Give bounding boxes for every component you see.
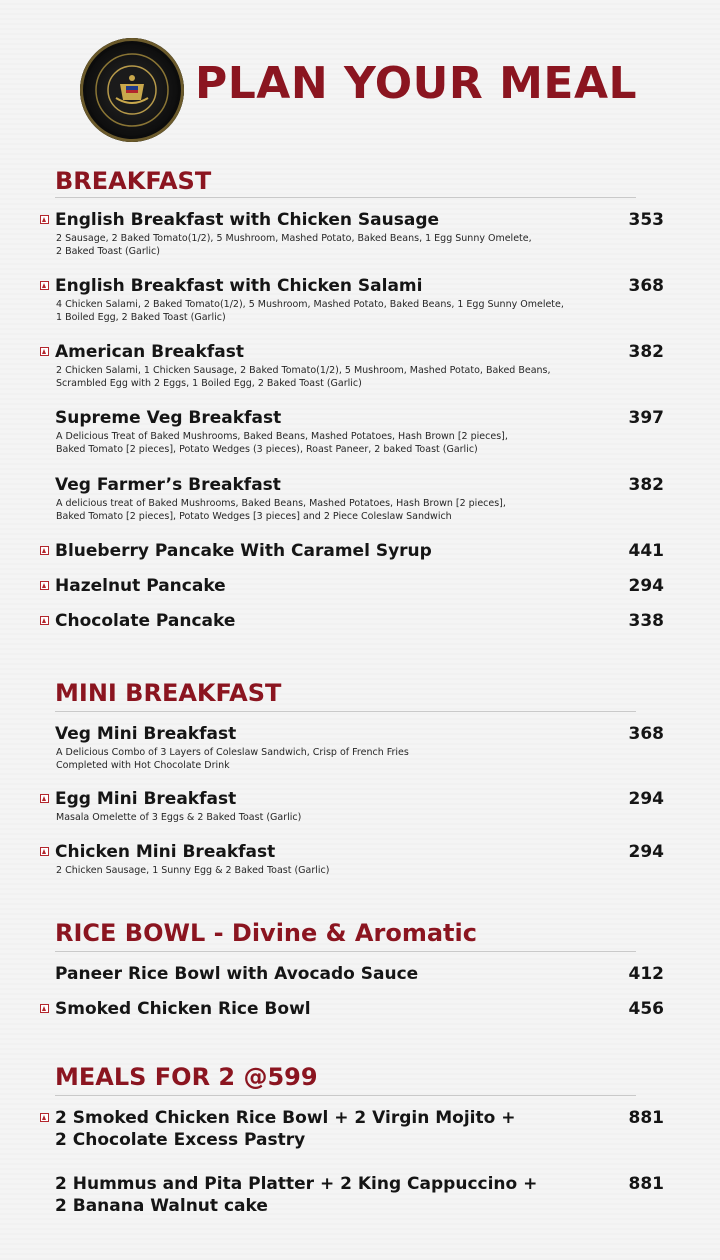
item-price: 353: [628, 210, 664, 230]
item-name: Veg Mini Breakfast: [55, 724, 237, 744]
non-veg-icon: [40, 1004, 49, 1013]
description-line: A delicious treat of Baked Mushrooms, Baked Beans, Mashed Potatoes, Hash Brown [2 pieces],: [56, 498, 506, 509]
item-price: 456: [628, 999, 664, 1019]
item-name-line: 2 Hummus and Pita Platter + 2 King Cappuccino +: [55, 1174, 538, 1194]
description-line: 2 Sausage, 2 Baked Tomato(1/2), 5 Mushroom, Mashed Potato, Baked Beans, 1 Egg Sunny Omelete,: [56, 233, 532, 244]
item-name: American Breakfast: [55, 342, 244, 362]
non-veg-icon: [40, 794, 49, 803]
description-line: 2 Chicken Salami, 1 Chicken Sausage, 2 Baked Tomato(1/2), 5 Mushroom, Mashed Potato, Baked Beans,: [56, 365, 551, 376]
brand-logo: [80, 38, 184, 142]
item-name-line: 2 Smoked Chicken Rice Bowl + 2 Virgin Mojito +: [55, 1108, 516, 1128]
item-description: [56, 365, 551, 390]
section-title-meals-for-2: MEALS FOR 2 @599: [55, 1063, 318, 1091]
item-description: [56, 299, 564, 324]
item-description: [56, 233, 532, 258]
section-title-breakfast: BREAKFAST: [55, 167, 212, 195]
item-name: English Breakfast with Chicken Salami: [55, 276, 423, 296]
item-price: 368: [628, 276, 664, 296]
item-price: 382: [628, 342, 664, 362]
description-line: Scrambled Egg with 2 Eggs, 1 Boiled Egg, 2 Baked Toast (Garlic): [56, 377, 362, 389]
item-name: Hazelnut Pancake: [55, 576, 226, 596]
description-line: A Delicious Treat of Baked Mushrooms, Baked Beans, Mashed Potatoes, Hash Brown [2 pieces],: [56, 431, 508, 442]
description-line: 1 Boiled Egg, 2 Baked Toast (Garlic): [56, 311, 226, 323]
non-veg-icon: [40, 581, 49, 590]
section-title-mini-breakfast: MINI BREAKFAST: [55, 679, 282, 707]
item-description: [56, 498, 506, 523]
description-line: A Delicious Combo of 3 Layers of Coleslaw Sandwich, Crisp of French Fries: [56, 747, 409, 758]
item-price: 881: [628, 1174, 664, 1194]
non-veg-icon: [40, 215, 49, 224]
item-name: English Breakfast with Chicken Sausage: [55, 210, 440, 230]
page-title: PLAN YOUR MEAL: [195, 58, 638, 109]
description-line: Baked Tomato [2 pieces], Potato Wedges (3 pieces), Roast Paneer, 2 baked Toast (Garlic): [56, 443, 478, 455]
item-price: 412: [628, 964, 664, 984]
item-price: 294: [628, 789, 664, 809]
section-divider: [55, 1095, 636, 1096]
section-divider: [55, 711, 636, 712]
item-description: [56, 865, 329, 878]
item-price: 441: [628, 541, 664, 561]
description-line: 4 Chicken Salami, 2 Baked Tomato(1/2), 5 Mushroom, Mashed Potato, Baked Beans, 1 Egg Sunny Omelete,: [56, 299, 564, 310]
non-veg-icon: [40, 616, 49, 625]
item-name: Chocolate Pancake: [55, 611, 236, 631]
description-line: Completed with Hot Chocolate Drink: [56, 759, 230, 771]
item-description: [56, 431, 508, 456]
section-title-rice-bowl: RICE BOWL - Divine & Aromatic: [55, 919, 477, 947]
item-price: 881: [628, 1108, 664, 1128]
non-veg-icon: [40, 847, 49, 856]
description-line: Masala Omelette of 3 Eggs & 2 Baked Toast (Garlic): [56, 812, 302, 823]
coffee-badge-icon: [80, 38, 184, 142]
item-name: Chicken Mini Breakfast: [55, 842, 276, 862]
item-price: 368: [628, 724, 664, 744]
non-veg-icon: [40, 281, 49, 290]
description-line: 2 Baked Toast (Garlic): [56, 245, 160, 257]
non-veg-icon: [40, 546, 49, 555]
item-name-line: 2 Chocolate Excess Pastry: [55, 1129, 306, 1150]
section-divider: [55, 951, 636, 952]
item-name-line: 2 Banana Walnut cake: [55, 1195, 268, 1216]
item-price: 382: [628, 475, 664, 495]
item-price: 294: [628, 576, 664, 596]
item-description: [56, 812, 301, 825]
item-name: Paneer Rice Bowl with Avocado Sauce: [55, 964, 419, 984]
item-price: 397: [628, 408, 664, 428]
section-divider: [55, 197, 636, 198]
item-description: [56, 747, 409, 772]
description-line: 2 Chicken Sausage, 1 Sunny Egg & 2 Baked Toast (Garlic): [56, 865, 330, 876]
item-name: Smoked Chicken Rice Bowl: [55, 999, 311, 1019]
item-name: [55, 1108, 515, 1151]
item-price: 294: [628, 842, 664, 862]
item-name: Blueberry Pancake With Caramel Syrup: [55, 541, 432, 561]
item-name: [55, 1174, 537, 1217]
non-veg-icon: [40, 347, 49, 356]
description-line: Baked Tomato [2 pieces], Potato Wedges [3 pieces] and 2 Piece Coleslaw Sandwich: [56, 510, 452, 522]
menu-header: [80, 38, 680, 140]
item-name: Egg Mini Breakfast: [55, 789, 237, 809]
non-veg-icon: [40, 1113, 49, 1122]
item-name: Veg Farmer’s Breakfast: [55, 475, 281, 495]
item-name: Supreme Veg Breakfast: [55, 408, 282, 428]
item-price: 338: [628, 611, 664, 631]
